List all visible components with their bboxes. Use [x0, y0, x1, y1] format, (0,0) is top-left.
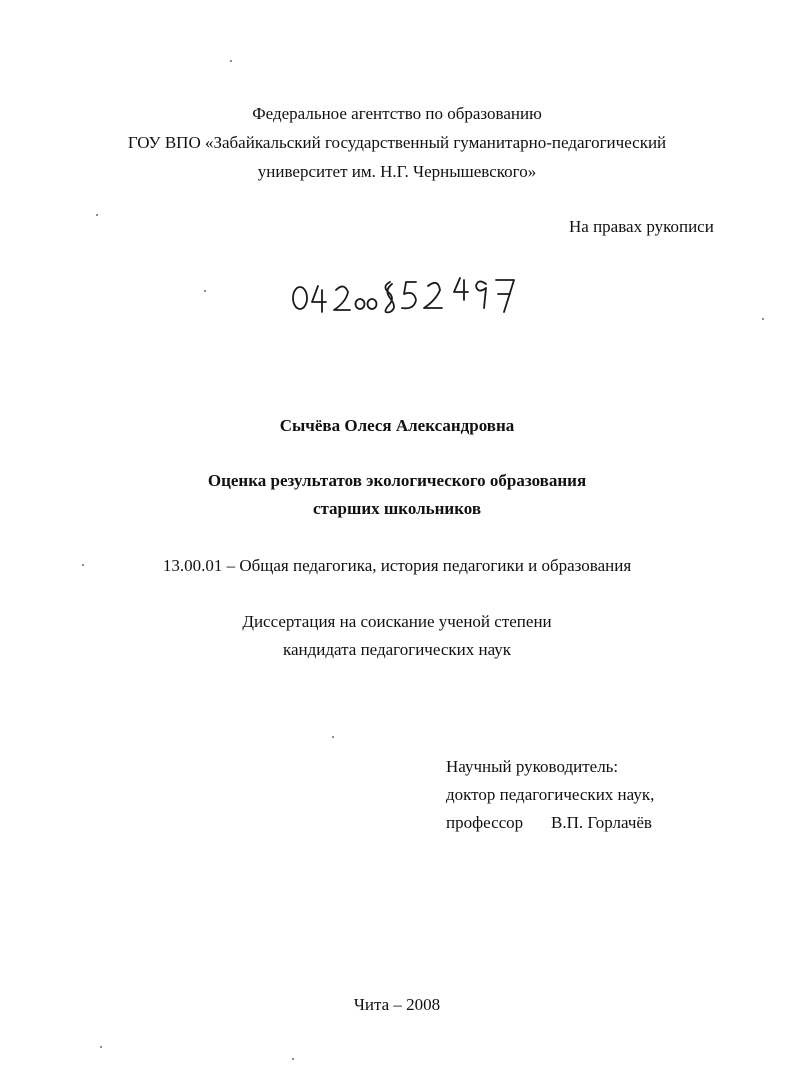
scan-speck: [332, 736, 334, 738]
handwritten-registration-number: [288, 268, 528, 318]
agency-line: Федеральное агентство по образованию: [252, 104, 542, 123]
degree-line-1: Диссертация на соискание ученой степени: [242, 612, 552, 631]
handwritten-number-svg: [288, 268, 528, 318]
university-line-1: ГОУ ВПО «Забайкальский государственный гуманитарно-педагогический: [127, 133, 667, 152]
scan-speck: [292, 1058, 294, 1060]
supervisor-name: В.П. Горлачёв: [551, 813, 652, 832]
scan-speck: [96, 214, 98, 216]
scan-speck: [82, 564, 84, 566]
title-line-1: Оценка результатов экологического образования: [207, 471, 587, 490]
rights-notice: На правах рукописи: [569, 217, 714, 236]
scan-speck: [230, 60, 232, 62]
scan-speck: [204, 290, 206, 292]
scan-speck: [762, 318, 764, 320]
city-year: Чита – 2008: [353, 995, 441, 1014]
scan-speck: [100, 1046, 102, 1048]
title-line-2: старших школьников: [312, 499, 482, 518]
supervisor-label: Научный руководитель:: [446, 757, 619, 776]
supervisor-position: профессор: [446, 813, 524, 832]
author-name: Сычёва Олеся Александровна: [279, 416, 515, 435]
university-line-2: университет им. Н.Г. Чернышевского»: [257, 162, 537, 181]
degree-line-2: кандидата педагогических наук: [282, 640, 512, 659]
supervisor-degree: доктор педагогических наук,: [446, 785, 655, 804]
specialty: 13.00.01 – Общая педагогика, история педагогики и образования: [162, 556, 632, 575]
